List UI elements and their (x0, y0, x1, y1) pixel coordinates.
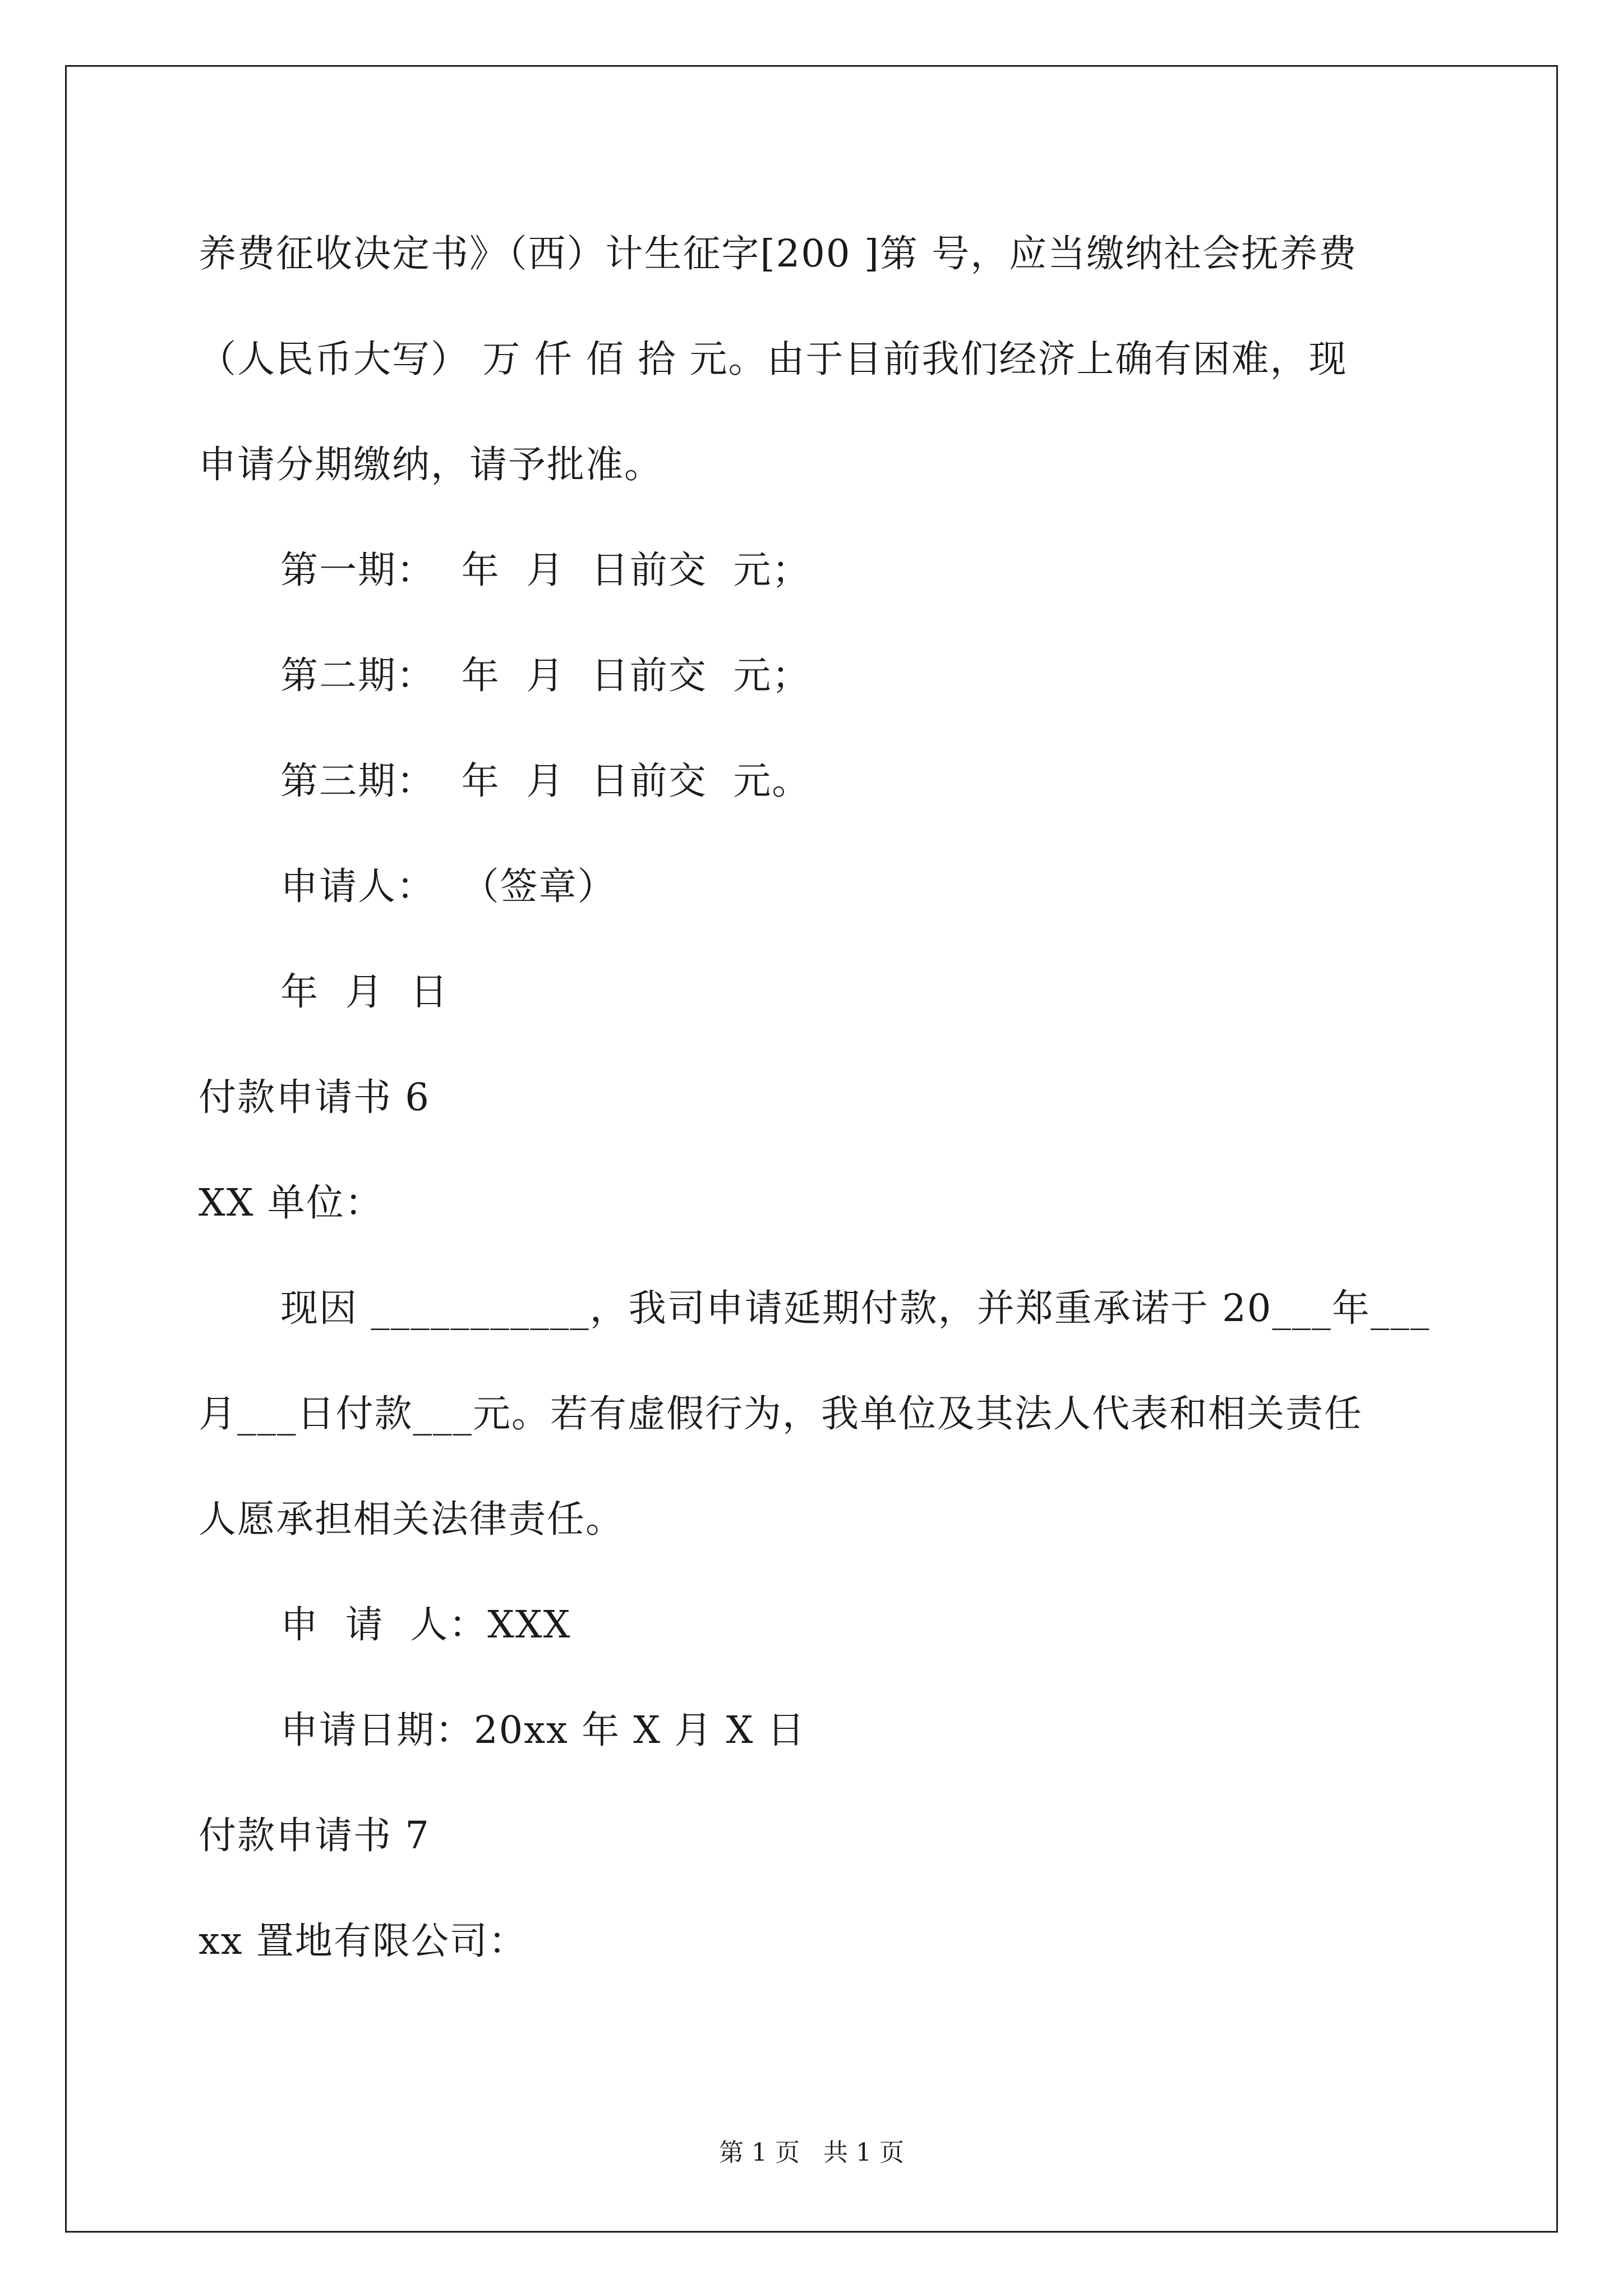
application-date-line: 申请日期：20xx 年 X 月 X 日 (280, 1708, 806, 1752)
section-heading: 付款申请书 7 (199, 1814, 430, 1857)
body-line: （人民币大写） 万 仟 佰 拾 元。由于目前我们经济上确有困难，现 (199, 337, 1348, 381)
page-footer: 第 1 页 共 1 页 (719, 2138, 904, 2167)
recipient-line: xx 置地有限公司： (199, 1919, 527, 1963)
installment-line: 第一期： 年 月 日前交 元； (280, 548, 811, 592)
date-line: 年 月 日 (280, 970, 449, 1014)
applicant-line: 申 请 人：XXX (280, 1603, 571, 1646)
recipient-line: XX 单位： (199, 1181, 384, 1225)
installment-line: 第二期： 年 月 日前交 元； (280, 654, 811, 697)
section-heading: 付款申请书 6 (199, 1075, 430, 1119)
body-line: 养费征收决定书》（西）计生征字[200 ]第 号，应当缴纳社会抚养费 (199, 232, 1358, 275)
body-line: 现因 ___________，我司申请延期付款，并郑重承诺于 20___年___ (280, 1286, 1431, 1330)
page-frame (65, 65, 1558, 2233)
applicant-signature-line: 申请人： （签章） (280, 864, 616, 908)
installment-line: 第三期： 年 月 日前交 元。 (280, 759, 811, 803)
body-line: 人愿承担相关法律责任。 (199, 1497, 624, 1541)
body-line: 月___日付款___元。若有虚假行为，我单位及其法人代表和相关责任 (199, 1392, 1363, 1435)
body-line: 申请分期缴纳，请予批准。 (199, 443, 663, 486)
